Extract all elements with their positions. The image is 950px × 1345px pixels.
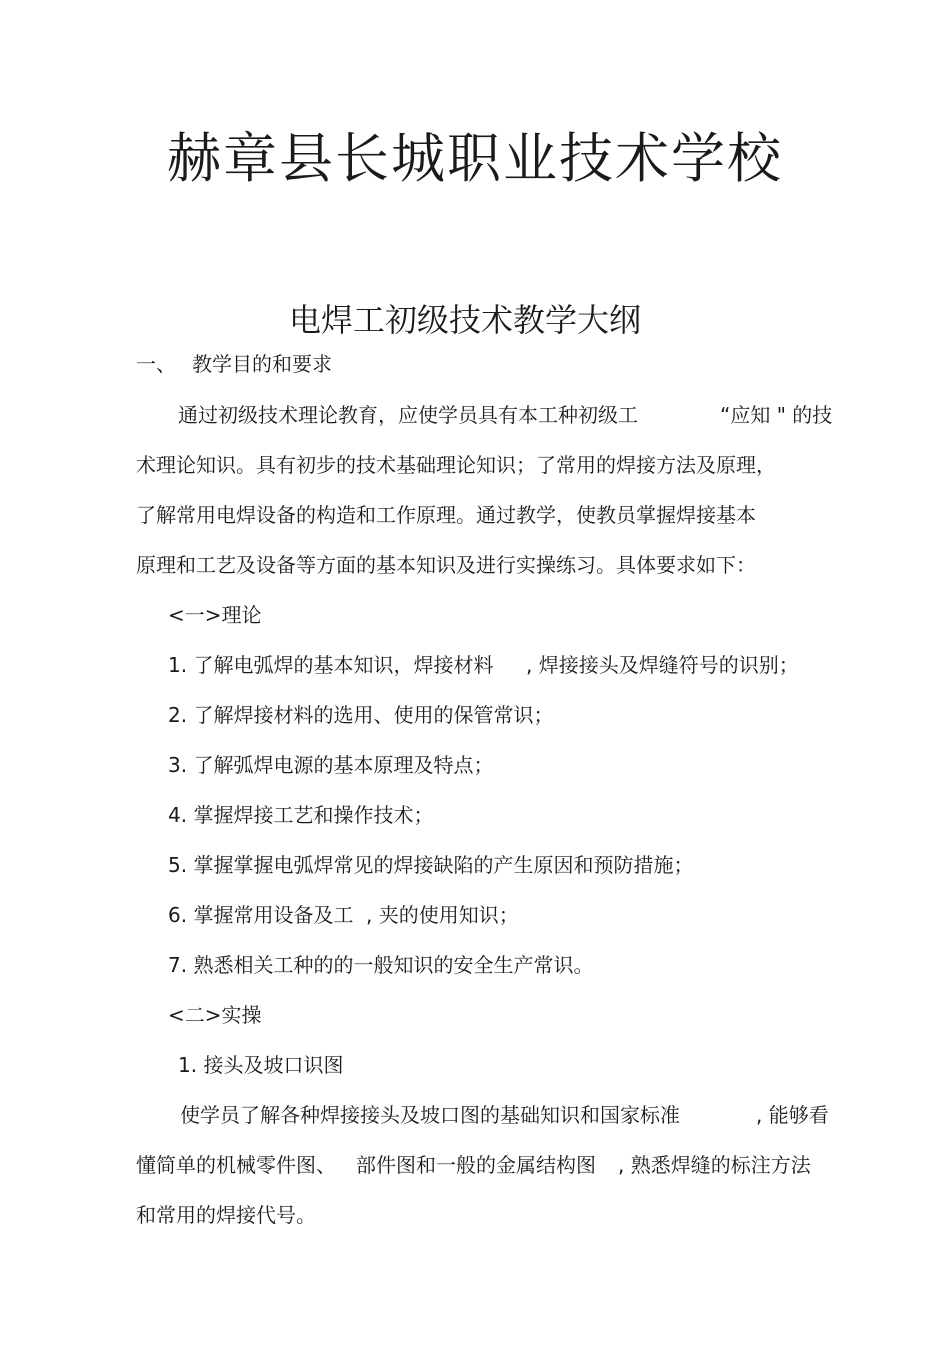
- theory-item-4: 4. 掌握焊接工艺和操作技术；: [168, 803, 434, 827]
- theory-heading: <一>理论: [168, 603, 262, 627]
- theory-item-5: 5. 掌握掌握电弧焊常见的焊接缺陷的产生原因和预防措施；: [168, 853, 694, 877]
- section-number: 一、: [136, 352, 176, 376]
- theory-item-6: 6. 掌握常用设备及工: [168, 903, 354, 927]
- document-title: 电焊工初级技术教学大纲: [288, 301, 641, 339]
- intro-line-4: 原理和工艺及设备等方面的基本知识及进行实操练习。具体要求如下：: [136, 553, 756, 577]
- theory-item-7: 7. 熟悉相关工种的的一般知识的安全生产常识。: [168, 953, 594, 977]
- school-title: 赫章县长城职业技术学校: [167, 127, 783, 190]
- practice-item-1-line-2b: 部件图和一般的金属结构图: [356, 1153, 596, 1177]
- intro-line-1a: 通过初级技术理论教育，应使学员具有本工种初级工: [178, 403, 638, 427]
- theory-item-2: 2. 了解焊接材料的选用、使用的保管常识；: [168, 703, 554, 727]
- section-heading: 教学目的和要求: [192, 352, 332, 376]
- intro-line-3: 了解常用电焊设备的构造和工作原理。通过教学，使教员掌握焊接基本: [136, 503, 756, 527]
- theory-item-6-cont: , 夹的使用知识；: [366, 903, 519, 927]
- intro-line-1b: “应知 " 的技: [720, 403, 833, 427]
- theory-item-1: 1. 了解电弧焊的基本知识，焊接材料: [168, 653, 494, 677]
- practice-item-1-title: 1. 接头及坡口识图: [178, 1053, 344, 1077]
- practice-item-1-line-2a: 懂简单的机械零件图、: [136, 1153, 336, 1177]
- theory-item-3: 3. 了解弧焊电源的基本原理及特点；: [168, 753, 494, 777]
- practice-item-1-line-2c: , 熟悉焊缝的标注方法: [618, 1153, 811, 1177]
- practice-item-1-line-1b: , 能够看: [756, 1103, 829, 1127]
- practice-item-1-line-1a: 使学员了解各种焊接接头及坡口图的基础知识和国家标准: [180, 1103, 680, 1127]
- theory-item-1-cont: , 焊接接头及焊缝符号的识别；: [526, 653, 799, 677]
- practice-heading: <二>实操: [168, 1003, 262, 1027]
- practice-item-1-line-3: 和常用的焊接代号。: [136, 1203, 316, 1227]
- intro-line-2: 术理论知识。具有初步的技术基础理论知识；了常用的焊接方法及原理，: [136, 453, 776, 477]
